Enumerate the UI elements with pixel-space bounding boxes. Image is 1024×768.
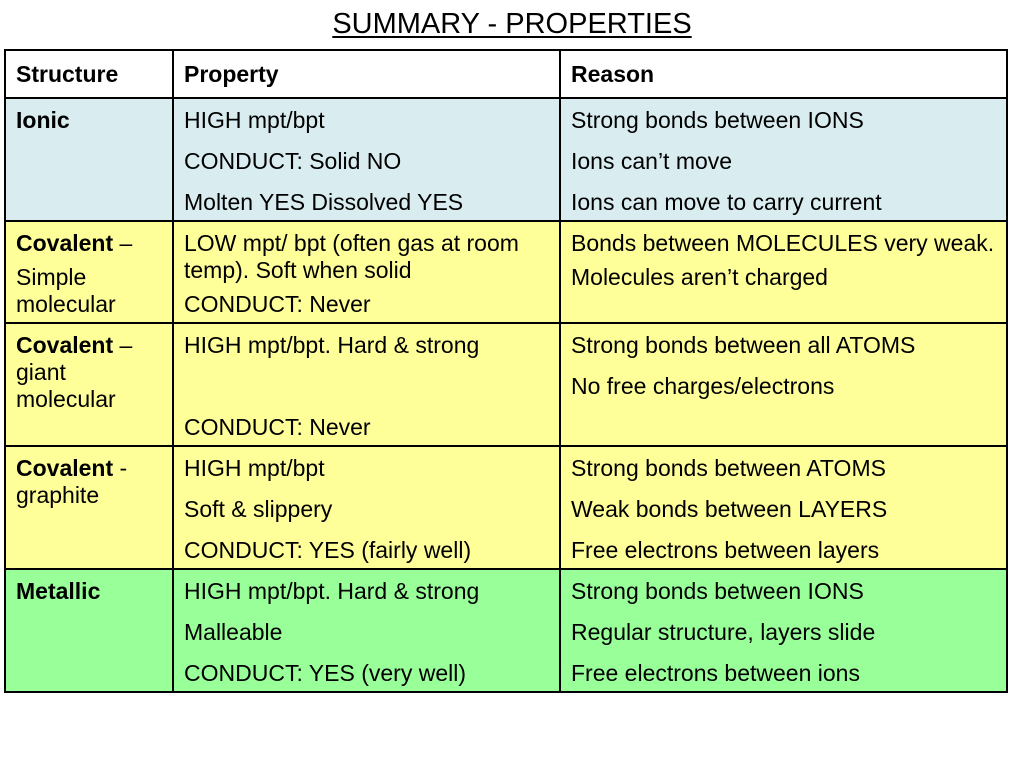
reason-line: No free charges/electrons <box>571 373 835 399</box>
page-title: SUMMARY - PROPERTIES <box>332 8 692 40</box>
structure-name: Ionic <box>16 107 70 133</box>
property-line: Malleable <box>184 619 283 645</box>
table-row-covalent-graphite <box>5 446 1007 569</box>
reason-line: Molecules aren’t charged <box>571 264 828 290</box>
structure-cell <box>5 569 173 692</box>
structure-name: Covalent <box>16 455 114 481</box>
property-line: CONDUCT: Solid NO <box>184 148 402 174</box>
table-row-metallic <box>5 569 1007 692</box>
reason-cell <box>560 323 1007 446</box>
reason-cell <box>560 569 1007 692</box>
reason-line: Strong bonds between IONS <box>571 107 864 133</box>
table-row-ionic <box>5 98 1007 221</box>
structure-cell <box>5 446 173 569</box>
structure-cell <box>5 98 173 221</box>
reason-cell <box>560 98 1007 221</box>
structure-cell <box>5 221 173 323</box>
header-property: Property <box>173 50 560 98</box>
structure-name: Metallic <box>16 578 101 604</box>
reason-line: Ions can’t move <box>571 148 733 174</box>
reason-line: Free electrons between layers <box>571 537 880 563</box>
reason-line: Strong bonds between all ATOMS <box>571 332 916 358</box>
table-row-covalent-simple <box>5 221 1007 323</box>
structure-suffix: – <box>113 230 133 256</box>
reason-cell <box>560 221 1007 323</box>
property-line: HIGH mpt/bpt. Hard & strong <box>184 578 480 604</box>
structure-suffix: - graphite <box>16 455 128 508</box>
property-line: CONDUCT: Never <box>184 291 371 317</box>
reason-line: Weak bonds between LAYERS <box>571 496 888 522</box>
property-line: CONDUCT: YES (fairly well) <box>184 537 472 563</box>
property-line: HIGH mpt/bpt. Hard & strong <box>184 332 480 358</box>
property-line: CONDUCT: YES (very well) <box>184 660 466 686</box>
property-line: HIGH mpt/bpt <box>184 455 325 481</box>
structure-suffix: – giant molecular <box>16 332 133 412</box>
reason-line: Strong bonds between IONS <box>571 578 864 604</box>
property-line: LOW mpt/ bpt (often gas at room temp). Soft when solid <box>184 230 519 283</box>
property-line: Soft & slippery <box>184 496 333 522</box>
table-header-row <box>5 50 1007 98</box>
structure-name: Covalent <box>16 332 114 358</box>
reason-line: Strong bonds between ATOMS <box>571 455 886 481</box>
structure-subtype: Simple molecular <box>16 264 116 317</box>
property-cell <box>173 446 560 569</box>
structure-name: Covalent <box>16 230 114 256</box>
property-line: CONDUCT: Never <box>184 414 371 440</box>
property-cell <box>173 98 560 221</box>
property-cell <box>173 323 560 446</box>
reason-line: Bonds between MOLECULES very weak. <box>571 230 995 256</box>
header-reason: Reason <box>560 50 1007 98</box>
reason-cell <box>560 446 1007 569</box>
reason-line: Free electrons between ions <box>571 660 860 686</box>
header-structure: Structure <box>5 50 173 98</box>
reason-line: Ions can move to carry current <box>571 189 882 215</box>
properties-table <box>4 49 1008 693</box>
property-line: Molten YES Dissolved YES <box>184 189 464 215</box>
structure-cell <box>5 323 173 446</box>
property-line: HIGH mpt/bpt <box>184 107 325 133</box>
table-row-covalent-giant <box>5 323 1007 446</box>
reason-line: Regular structure, layers slide <box>571 619 876 645</box>
property-cell <box>173 569 560 692</box>
property-cell <box>173 221 560 323</box>
